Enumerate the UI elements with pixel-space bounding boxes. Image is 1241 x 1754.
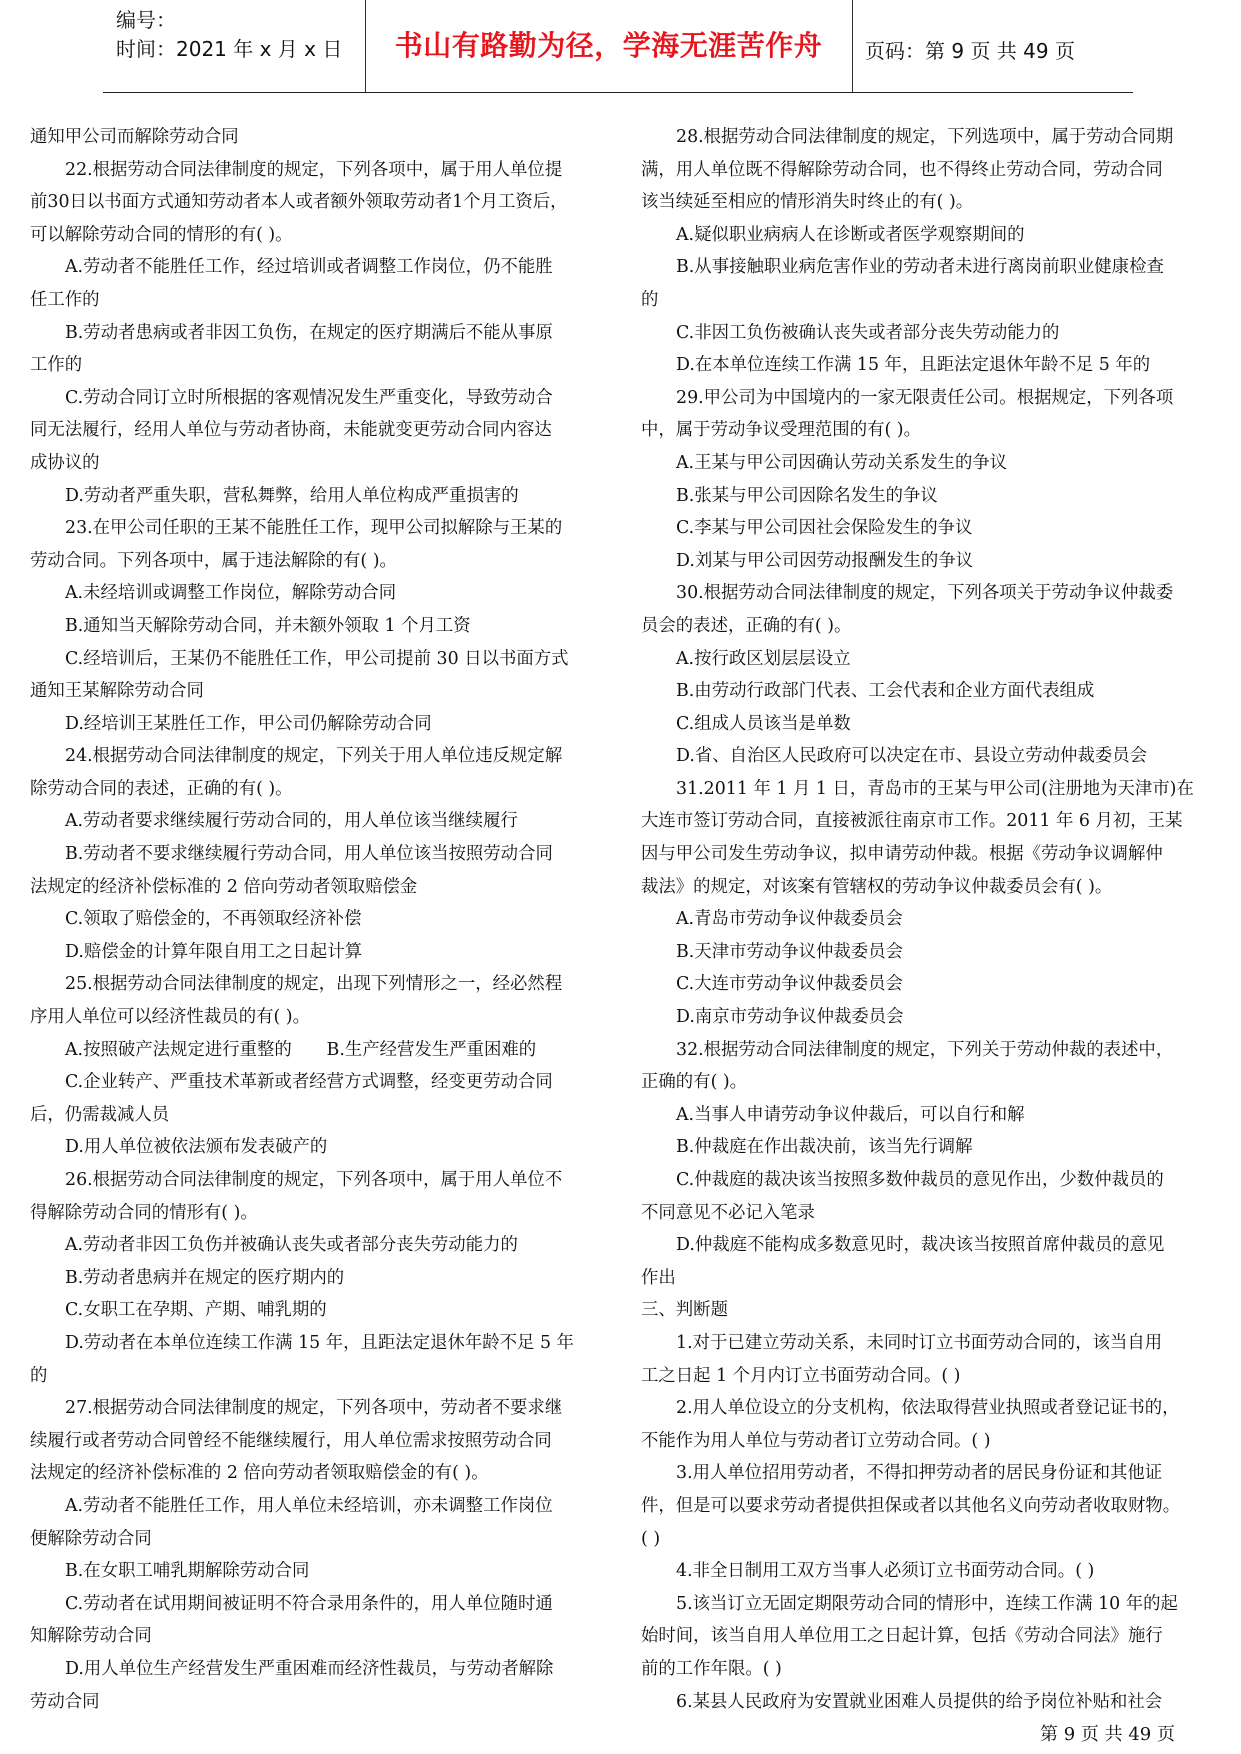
- text-line: 中，属于劳动争议受理范围的有( )。: [641, 420, 921, 441]
- text-line: C.李某与甲公司因社会保险发生的争议: [676, 518, 973, 539]
- text-line: C.企业转产、严重技术革新或者经营方式调整，经变更劳动合同: [65, 1072, 553, 1093]
- text-line: A.按照破产法规定进行重整的 B.生产经营发生严重困难的: [65, 1039, 537, 1060]
- header-divider: [852, 0, 853, 92]
- text-line: 三、判断题: [641, 1300, 728, 1321]
- text-line: 工之日起 1 个月内订立书面劳动合同。( ): [641, 1365, 961, 1386]
- text-line: ( ): [641, 1528, 661, 1549]
- text-line: 工作的: [30, 355, 83, 376]
- text-line: 32.根据劳动合同法律制度的规定，下列关于劳动仲裁的表述中，: [676, 1039, 1174, 1060]
- right-column: [641, 121, 1207, 1718]
- text-line: 前的工作年限。( ): [641, 1658, 782, 1679]
- text-line: B.张某与甲公司因除名发生的争议: [676, 485, 938, 506]
- text-line: D.用人单位生产经营发生严重困难而经济性裁员，与劳动者解除: [65, 1658, 554, 1679]
- text-line: D.劳动者在本单位连续工作满 15 年，且距法定退休年龄不足 5 年: [65, 1332, 574, 1353]
- text-line: D.刘某与甲公司因劳动报酬发生的争议: [676, 550, 974, 571]
- text-line: 25.根据劳动合同法律制度的规定，出现下列情形之一，经必然程: [65, 974, 563, 995]
- text-line: A.未经培训或调整工作岗位，解除劳动合同: [65, 583, 397, 604]
- text-line: 29.甲公司为中国境内的一家无限责任公司。根据规定，下列各项: [676, 387, 1174, 408]
- text-line: 通知王某解除劳动合同: [30, 681, 204, 702]
- text-line: 满，用人单位既不得解除劳动合同，也不得终止劳动合同，劳动合同: [641, 159, 1163, 180]
- text-line: B.通知当天解除劳动合同，并未额外领取 1 个月工资: [65, 615, 471, 636]
- header-motto: 书山有路勤为径，学海无涯苦作舟: [394, 29, 823, 62]
- text-line: 3.用人单位招用劳动者，不得扣押劳动者的居民身份证和其他证: [676, 1463, 1163, 1484]
- text-line: 5.该当订立无固定期限劳动合同的情形中，连续工作满 10 年的起: [676, 1593, 1178, 1614]
- text-line: 劳动合同。下列各项中，属于违法解除的有( )。: [30, 550, 397, 571]
- text-line: C.组成人员该当是单数: [676, 713, 851, 734]
- text-line: 24.根据劳动合同法律制度的规定，下列关于用人单位违反规定解: [65, 746, 563, 767]
- text-line: 前30日以书面方式通知劳动者本人或者额外领取劳动者1个月工资后，: [30, 192, 568, 213]
- text-line: 法规定的经济补偿标准的 2 倍向劳动者领取赔偿金的有( )。: [30, 1463, 489, 1484]
- header-number: 编号：: [116, 8, 176, 32]
- text-line: B.从事接触职业病危害作业的劳动者未进行离岗前职业健康检查: [676, 257, 1164, 278]
- text-line: 知解除劳动合同: [30, 1626, 152, 1647]
- text-line: A.疑似职业病病人在诊断或者医学观察期间的: [676, 224, 1025, 245]
- text-line: A.青岛市劳动争议仲裁委员会: [676, 909, 903, 930]
- text-line: 26.根据劳动合同法律制度的规定，下列各项中，属于用人单位不: [65, 1170, 563, 1190]
- text-line: C.女职工在孕期、产期、哺乳期的: [65, 1300, 327, 1321]
- text-line: 大连市签订劳动合同，直接被派往南京市工作。2011 年 6 月初，王某: [641, 811, 1183, 832]
- text-line: 1.对于已建立劳动关系，未同时订立书面劳动合同的，该当自用: [676, 1332, 1163, 1353]
- text-line: 序用人单位可以经济性裁员的有( )。: [30, 1007, 310, 1028]
- text-line: 27.根据劳动合同法律制度的规定，下列各项中，劳动者不要求继: [65, 1398, 563, 1419]
- text-line: D.劳动者严重失职，营私舞弊，给用人单位构成严重损害的: [65, 485, 519, 506]
- text-line: 不同意见不必记入笔录: [641, 1202, 815, 1223]
- text-line: 作出: [641, 1267, 676, 1288]
- text-line: C.大连市劳动争议仲裁委员会: [676, 974, 903, 995]
- text-line: 因与甲公司发生劳动争议，拟申请劳动仲裁。根据《劳动争议调解仲: [641, 844, 1163, 865]
- text-line: C.劳动者在试用期间被证明不符合录用条件的，用人单位随时通: [65, 1593, 553, 1614]
- text-line: B.天津市劳动争议仲裁委员会: [676, 941, 903, 962]
- text-line: 通知甲公司而解除劳动合同: [30, 127, 239, 147]
- text-line: C.非因工负伤被确认丧失或者部分丧失劳动能力的: [676, 322, 1060, 343]
- text-line: A.劳动者不能胜任工作，经过培训或者调整工作岗位，仍不能胜: [65, 257, 553, 278]
- left-column: [30, 121, 598, 1718]
- text-line: A.当事人申请劳动争议仲裁后，可以自行和解: [676, 1104, 1025, 1125]
- text-line: 的: [641, 289, 659, 310]
- text-line: D.用人单位被依法颁布发表破产的: [65, 1137, 328, 1158]
- text-line: 劳动合同: [30, 1691, 100, 1712]
- text-line: C.领取了赔偿金的，不再领取经济补偿: [65, 909, 362, 930]
- text-line: D.仲裁庭不能构成多数意见时，裁决该当按照首席仲裁员的意见: [676, 1235, 1165, 1256]
- text-line: 该当续延至相应的情形消失时终止的有( )。: [641, 192, 974, 213]
- text-line: 30.根据劳动合同法律制度的规定，下列各项关于劳动争议仲裁委: [676, 583, 1174, 604]
- text-line: C.仲裁庭的裁决该当按照多数仲裁员的意见作出，少数仲裁员的: [676, 1170, 1164, 1190]
- text-line: 便解除劳动合同: [30, 1528, 152, 1549]
- text-line: 除劳动合同的表述，正确的有( )。: [30, 778, 293, 799]
- page-header: [103, 0, 1133, 93]
- text-line: 始时间，该当自用人单位用工之日起计算，包括《劳动合同法》施行: [641, 1626, 1163, 1647]
- header-meta: [116, 6, 366, 64]
- text-line: A.劳动者非因工负伤并被确认丧失或者部分丧失劳动能力的: [65, 1235, 518, 1256]
- header-page-number: 页码：第 9 页 共 49 页: [865, 39, 1075, 63]
- text-line: 28.根据劳动合同法律制度的规定，下列选项中，属于劳动合同期: [676, 127, 1174, 147]
- text-line: C.经培训后，王某仍不能胜任工作，甲公司提前 30 日以书面方式: [65, 648, 569, 669]
- text-line: B.由劳动行政部门代表、工会代表和企业方面代表组成: [676, 681, 1095, 702]
- text-line: A.王某与甲公司因确认劳动关系发生的争议: [676, 452, 1008, 473]
- text-line: 后，仍需裁减人员: [30, 1104, 170, 1125]
- text-line: A.按行政区划层层设立: [676, 648, 851, 669]
- text-line: D.经培训王某胜任工作，甲公司仍解除劳动合同: [65, 713, 432, 734]
- text-line: 续履行或者劳动合同曾经不能继续履行，用人单位需求按照劳动合同: [30, 1430, 552, 1451]
- text-line: 员会的表述，正确的有( )。: [641, 615, 852, 636]
- text-line: 任工作的: [30, 289, 100, 310]
- header-time: 时间：2021 年 x 月 x 日: [116, 37, 343, 61]
- text-line: A.劳动者不能胜任工作，用人单位未经培训，亦未调整工作岗位: [65, 1495, 553, 1516]
- text-line: 成协议的: [30, 452, 100, 473]
- text-line: 法规定的经济补偿标准的 2 倍向劳动者领取赔偿金: [30, 876, 418, 897]
- text-line: 31.2011 年 1 月 1 日，青岛市的王某与甲公司(注册地为天津市)在: [676, 778, 1194, 799]
- text-line: 22.根据劳动合同法律制度的规定，下列各项中，属于用人单位提: [65, 159, 563, 180]
- text-line: B.劳动者患病并在规定的医疗期内的: [65, 1267, 345, 1288]
- text-line: D.在本单位连续工作满 15 年，且距法定退休年龄不足 5 年的: [676, 355, 1151, 376]
- text-line: D.赔偿金的计算年限自用工之日起计算: [65, 941, 363, 962]
- text-line: 正确的有( )。: [641, 1072, 748, 1093]
- text-line: 23.在甲公司任职的王某不能胜任工作，现甲公司拟解除与王某的: [65, 518, 563, 539]
- text-line: 可以解除劳动合同的情形的有( )。: [30, 224, 293, 245]
- text-line: D.南京市劳动争议仲裁委员会: [676, 1007, 904, 1028]
- text-line: D.省、自治区人民政府可以决定在市、县设立劳动仲裁委员会: [676, 746, 1148, 767]
- text-line: 6.某县人民政府为安置就业困难人员提供的给予岗位补贴和社会: [676, 1691, 1163, 1712]
- text-line: B.劳动者不要求继续履行劳动合同，用人单位该当按照劳动合同: [65, 844, 553, 865]
- text-line: A.劳动者要求继续履行劳动合同的，用人单位该当继续履行: [65, 811, 518, 832]
- text-line: 4.非全日制用工双方当事人必须订立书面劳动合同。( ): [676, 1561, 1095, 1582]
- text-line: 得解除劳动合同的情形有( )。: [30, 1202, 258, 1223]
- text-line: B.在女职工哺乳期解除劳动合同: [65, 1561, 310, 1582]
- footer-page-number: 第 9 页 共 49 页: [1040, 1724, 1175, 1745]
- text-line: 件，但是可以要求劳动者提供担保或者以其他名义向劳动者收取财物。: [641, 1495, 1181, 1516]
- text-line: 裁法》的规定，对该案有管辖权的劳动争议仲裁委员会有( )。: [641, 876, 1113, 897]
- text-line: 的: [30, 1365, 48, 1386]
- text-line: B.劳动者患病或者非因工负伤，在规定的医疗期满后不能从事原: [65, 322, 553, 343]
- text-line: 同无法履行，经用人单位与劳动者协商，未能就变更劳动合同内容达: [30, 420, 552, 441]
- text-line: C.劳动合同订立时所根据的客观情况发生严重变化，导致劳动合: [65, 387, 553, 408]
- text-line: 2.用人单位设立的分支机构，依法取得营业执照或者登记证书的，: [676, 1398, 1180, 1419]
- text-line: B.仲裁庭在作出裁决前，该当先行调解: [676, 1137, 973, 1158]
- text-line: 不能作为用人单位与劳动者订立劳动合同。( ): [641, 1430, 991, 1451]
